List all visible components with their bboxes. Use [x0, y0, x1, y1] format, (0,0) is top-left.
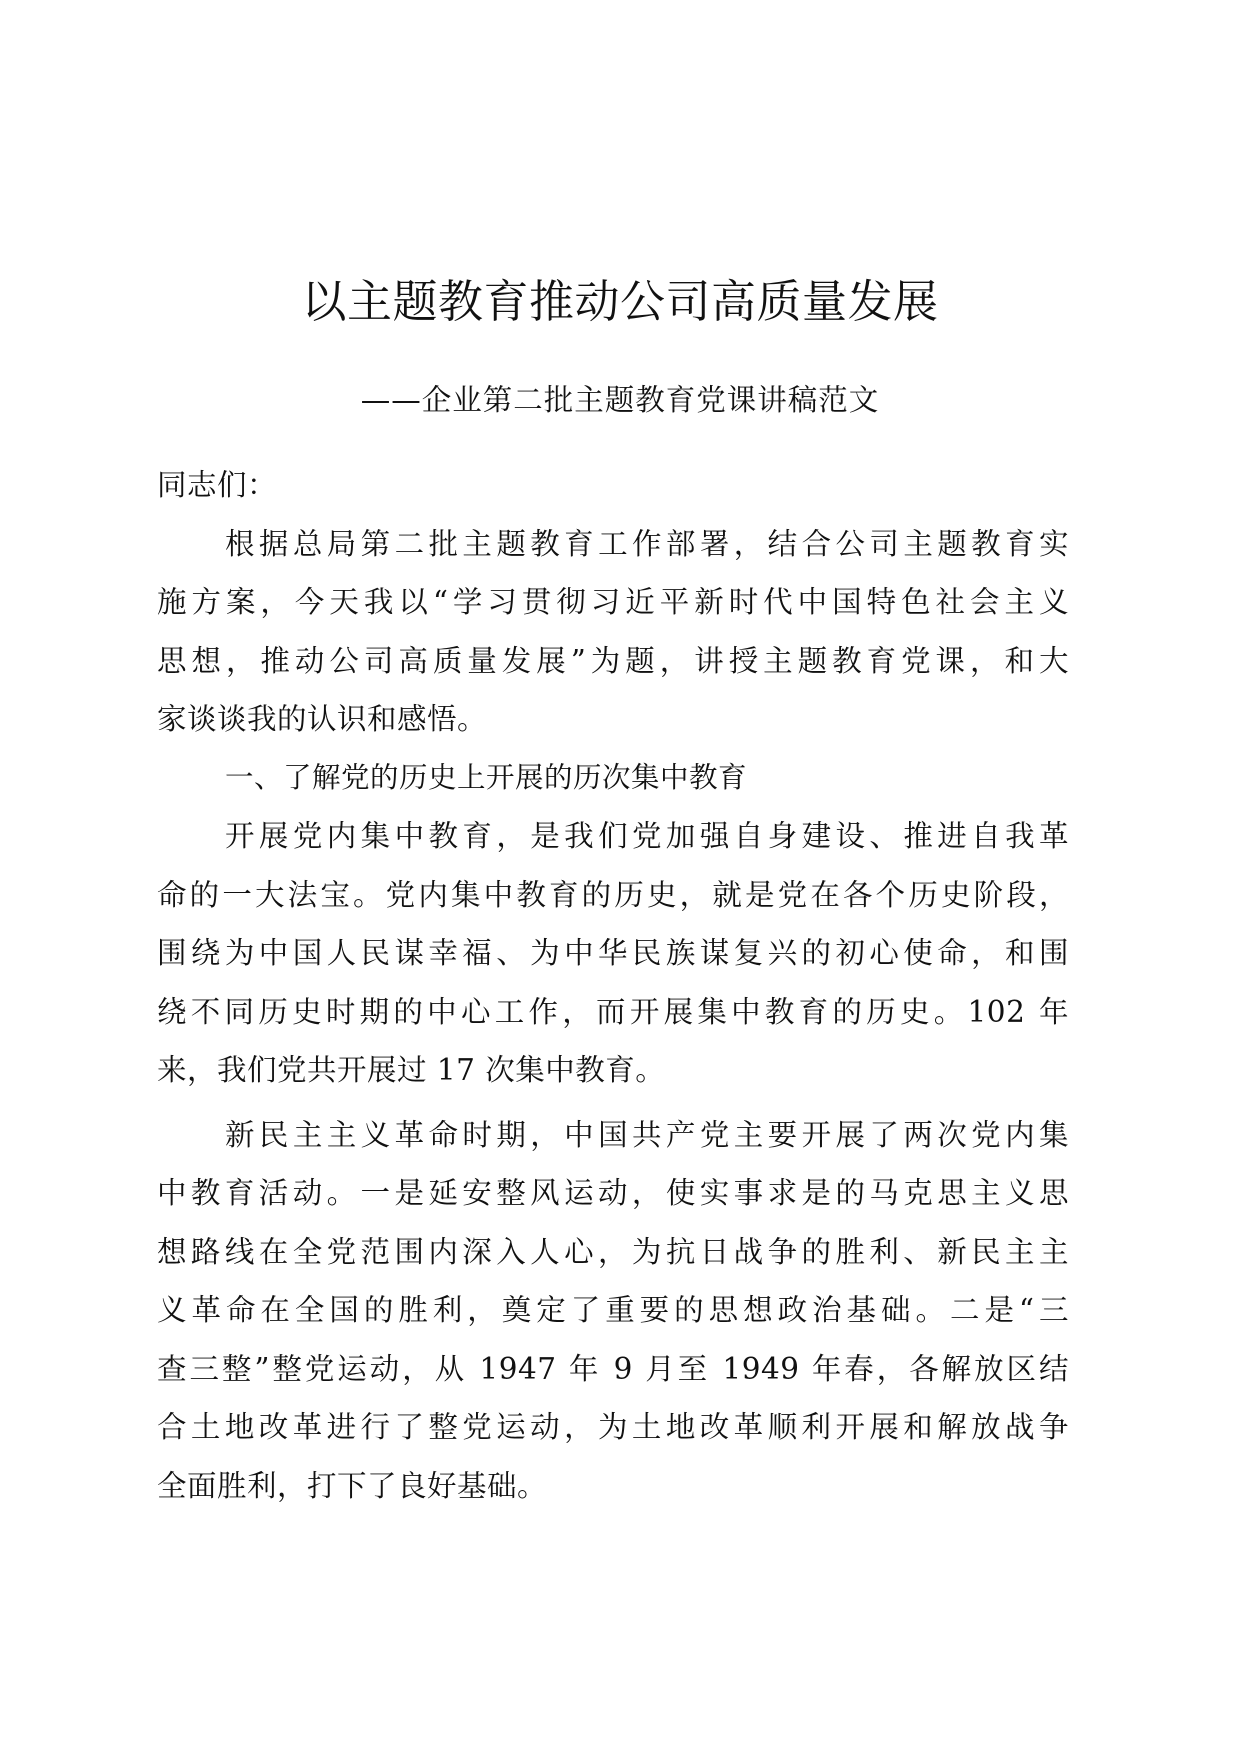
document-subtitle: ——企业第二批主题教育党课讲稿范文 — [360, 383, 880, 417]
salutation: 同志们： — [157, 468, 278, 502]
paragraph-line: 思想，推动公司高质量发展”为题，讲授主题教育党课，和大 — [157, 643, 1069, 678]
paragraph-line: 命的一大法宝。党内集中教育的历史，就是党在各个历史阶段， — [157, 877, 1069, 912]
paragraph-line: 义革命在全国的胜利，奠定了重要的思想政治基础。二是“三 — [157, 1293, 1069, 1327]
paragraph-line: 想路线在全党范围内深入人心，为抗日战争的胜利、新民主主 — [157, 1234, 1069, 1269]
paragraph-line: 来，我们党共开展过 17 次集中教育。 — [157, 1053, 666, 1087]
paragraph-2 — [157, 807, 1069, 1100]
paragraph-line: 全面胜利，打下了良好基础。 — [157, 1468, 548, 1503]
section-heading-1: 一、了解党的历史上开展的历次集中教育 — [225, 760, 748, 794]
paragraph-line: 开展党内集中教育，是我们党加强自身建设、推进自我革 — [225, 819, 1069, 853]
paragraph-line: 新民主主义革命时期，中国共产党主要开展了两次党内集 — [225, 1117, 1069, 1152]
paragraph-line: 绕不同历史时期的中心工作，而开展集中教育的历史。102 年 — [157, 994, 1069, 1029]
paragraph-line: 家谈谈我的认识和感悟。 — [157, 702, 488, 736]
paragraph-3 — [157, 1106, 1069, 1516]
paragraph-line: 施方案，今天我以“学习贯彻习近平新时代中国特色社会主义 — [157, 585, 1069, 619]
paragraph-1 — [157, 515, 1069, 749]
paragraph-line: 查三整”整党运动，从 1947 年 9 月至 1949 年春，各解放区结 — [157, 1351, 1069, 1386]
paragraph-line: 中教育活动。一是延安整风运动，使实事求是的马克思主义思 — [157, 1176, 1069, 1210]
paragraph-line: 围绕为中国人民谋幸福、为中华民族谋复兴的初心使命，和围 — [157, 936, 1069, 970]
paragraph-line: 根据总局第二批主题教育工作部署，结合公司主题教育实 — [225, 526, 1069, 561]
document-title: 以主题教育推动公司高质量发展 — [301, 275, 939, 328]
paragraph-line: 合土地改革进行了整党运动，为土地改革顺利开展和解放战争 — [157, 1410, 1069, 1444]
document-body — [157, 456, 1069, 1515]
